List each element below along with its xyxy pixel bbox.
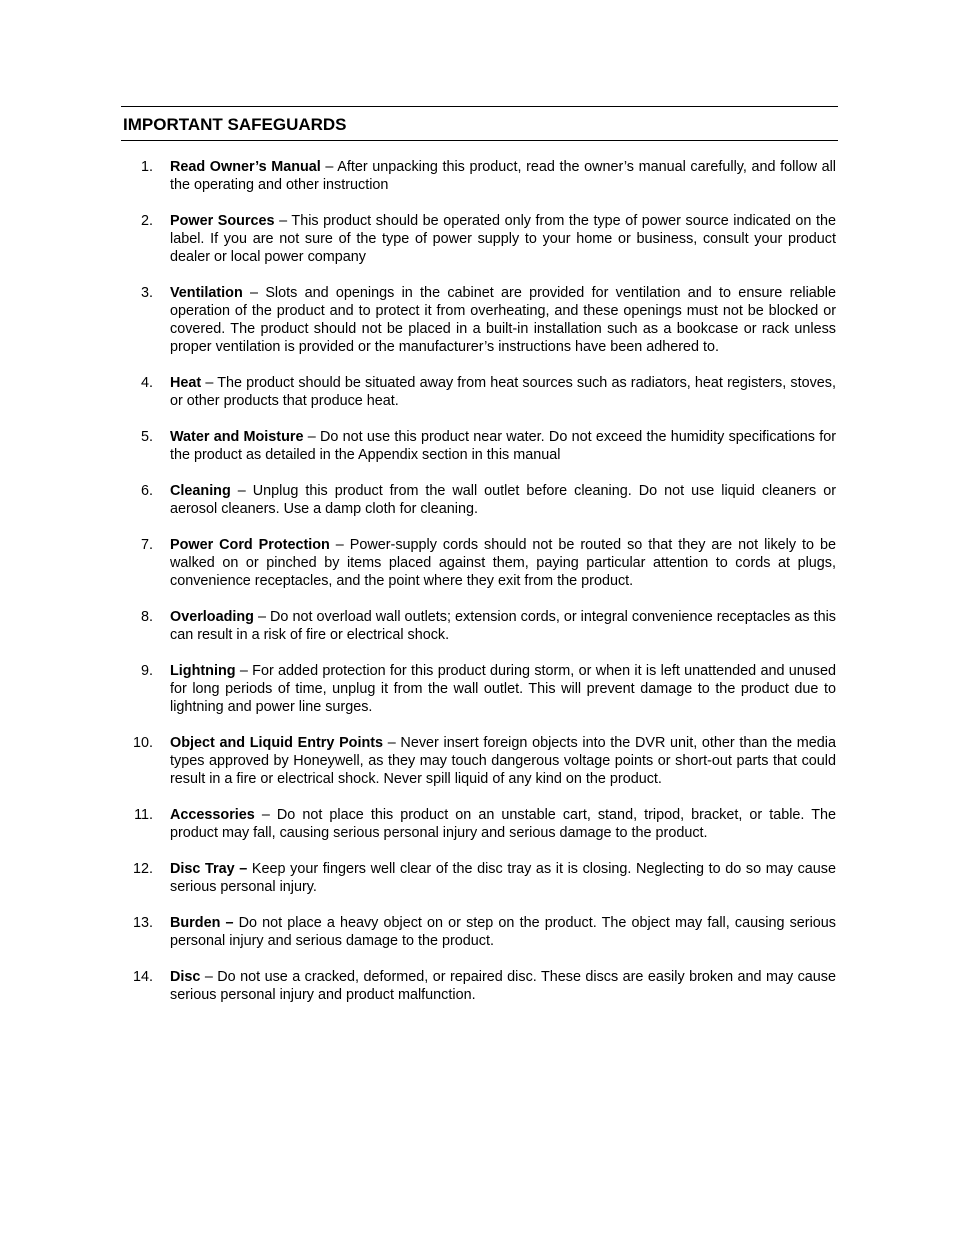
item-term: Object and Liquid Entry Points [170,735,384,751]
item-text: Do not place a heavy object on or step on the product. The object may fall, causing serious personal injury and serious damage to the product. [170,915,836,949]
item-term: Read Owner’s Manual [170,159,321,175]
document-page [121,106,838,1022]
item-text: – This product should be operated only from the type of power source indicated on the label. If you are not sure of the type of power supply to your home or business, consult your product dealer or local power company [170,213,837,265]
list-item [121,734,838,788]
item-text: – For added protection for this product during storm, or when it is left unattended and unused for long periods of time, unplug it from the wall outlet. This will prevent damage to the product due to lightning and power line surges. [170,663,836,715]
item-number: 6. [140,483,153,499]
list-item [121,158,838,194]
item-number: 7. [140,537,153,553]
item-text: – After unpacking this product, read the owner’s manual carefully, and follow all the operating and other instruction [170,159,836,193]
item-text: – Do not place this product on an unstable cart, stand, tripod, bracket, or table. The product may fall, causing serious personal injury and serious damage to the product. [170,807,836,841]
item-term: Water and Moisture [170,429,304,445]
list-item [121,662,838,716]
item-number: 3. [140,285,153,301]
item-term: Power Cord Protection [170,537,330,553]
item-number: 1. [140,159,153,175]
item-number: 14. [132,969,153,985]
list-item [121,860,838,896]
item-text: Keep your fingers well clear of the disc tray as it is closing. Neglecting to do so may cause serious personal injury. [170,861,836,895]
item-term: Heat [170,375,202,391]
item-text: – The product should be situated away from heat sources such as radiators, heat registers, stoves, or other products that produce heat. [170,375,836,409]
item-term: Accessories [170,807,255,823]
item-text: – Slots and openings in the cabinet are provided for ventilation and to ensure reliable operation of the product and to protect it from overheating, and these openings must not be blocked or covered. The product should not be placed in a built-in installation such as a bookcase or rack unless proper ventilation is provided or the manufacturer’s instructions have been adhered to. [170,285,836,355]
item-number: 4. [140,375,153,391]
item-term: Lightning [170,663,236,679]
item-text: – Do not use a cracked, deformed, or repaired disc. These discs are easily broken and may cause serious personal injury and product malfunction. [170,969,836,1003]
item-text: – Do not overload wall outlets; extension cords, or integral convenience receptacles as this can result in a risk of fire or electrical shock. [170,609,836,643]
list-item [121,914,838,950]
item-number: 8. [140,609,153,625]
item-number: 9. [140,663,153,679]
item-number: 13. [132,915,153,931]
item-text: – Unplug this product from the wall outlet before cleaning. Do not use liquid cleaners or aerosol cleaners. Use a damp cloth for cleaning. [170,483,836,517]
list-item [121,608,838,644]
item-text: – Power-supply cords should not be routed so that they are not likely to be walked on or pinched by items placed against them, paying particular attention to cords at plugs, convenience receptacles, and the point where they exit from the product. [170,537,836,589]
list-item [121,482,838,518]
list-item [121,806,838,842]
section-heading: IMPORTANT SAFEGUARDS [123,115,347,134]
item-number: 10. [132,735,153,751]
list-item [121,374,838,410]
item-term: Disc Tray – [170,861,248,877]
item-number: 11. [134,807,153,823]
heading-underline [121,140,838,141]
list-item [121,968,838,1004]
list-item [121,212,838,266]
item-term: Ventilation [170,285,243,301]
item-term: Overloading [170,609,254,625]
item-number: 12. [132,861,153,877]
list-item [121,428,838,464]
list-item [121,284,838,356]
item-term: Disc [170,969,201,985]
item-number: 5. [140,429,153,445]
list-item [121,536,838,590]
item-term: Power Sources [170,213,275,229]
item-term: Cleaning [170,483,231,499]
item-text: – Do not use this product near water. Do not exceed the humidity specifications for the product as detailed in the Appendix section in this manual [170,429,836,463]
item-number: 2. [140,213,153,229]
item-term: Burden – [170,915,234,931]
item-text: – Never insert foreign objects into the DVR unit, other than the media types approved by Honeywell, as they may touch dangerous voltage points or short-out parts that could result in a fire or electrical shock. Never spill liquid of any kind on the product. [170,735,836,787]
safeguards-list [121,158,838,1004]
